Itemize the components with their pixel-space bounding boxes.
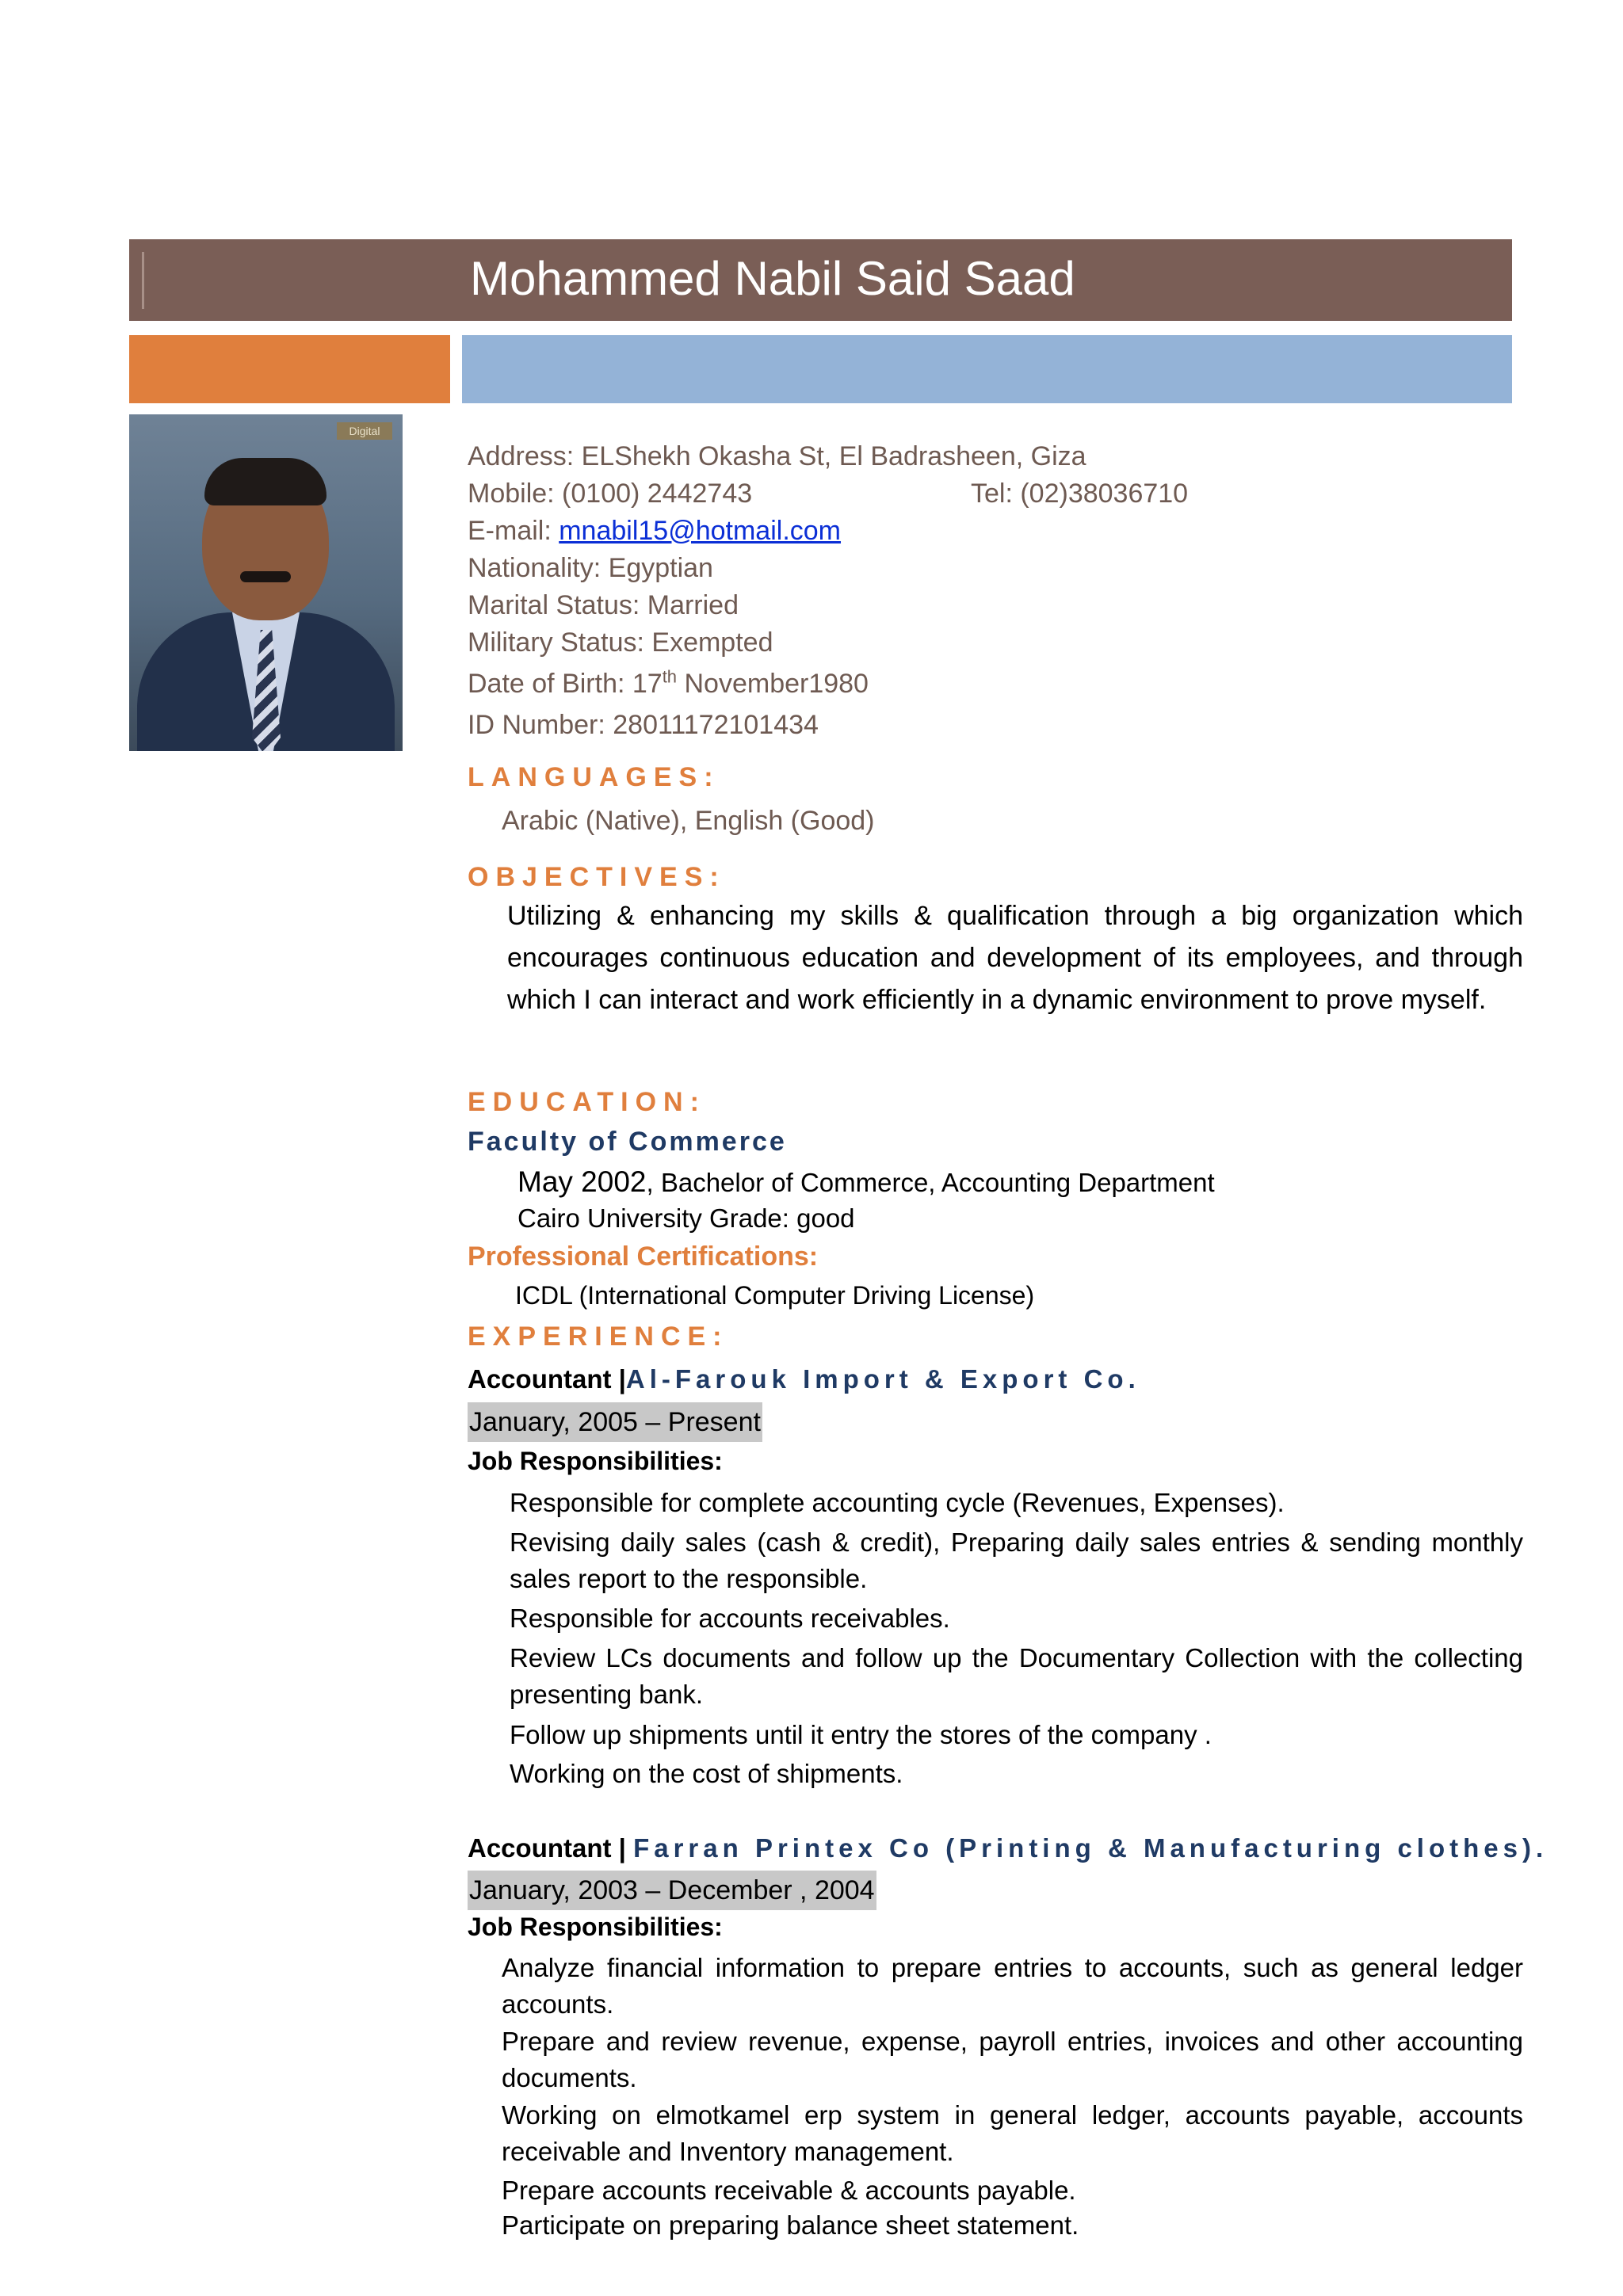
name-banner [129, 239, 1512, 321]
job-2-period: January, 2003 – December , 2004 [468, 1871, 876, 1910]
certification-icdl: ICDL (International Computer Driving License) [515, 1281, 1035, 1310]
job-2-responsibility: Prepare accounts receivable & accounts payable. [502, 2176, 1076, 2205]
job-2-role: Accountant | [468, 1833, 626, 1863]
job-2-responsibility: Working on elmotkamel erp system in general ledger, accounts payable, accounts receivable and Inventory management. [502, 2100, 1523, 2166]
faculty-name: Faculty of Commerce [468, 1127, 787, 1157]
military-status: Military Status: Exempted [468, 627, 773, 658]
profile-photo [129, 414, 403, 751]
email-link[interactable]: mnabil15@hotmail.com [559, 516, 842, 546]
graduation-date: May 2002 [517, 1165, 647, 1198]
job-2-responsibilities-label: Job Responsibilities: [468, 1913, 723, 1941]
photo-mustache [240, 571, 291, 582]
id-number: ID Number: 28011172101434 [468, 710, 819, 740]
degree-details: , Bachelor of Commerce, Accounting Department [646, 1168, 1215, 1197]
job-2-responsibility: Analyze financial information to prepare entries to accounts, such as general ledger accounts. [502, 1953, 1523, 2019]
job-1-responsibility: Review LCs documents and follow up the Documentary Collection with the collecting presenting bank. [510, 1643, 1523, 1709]
dob-suffix: th [662, 666, 678, 687]
job-2-responsibility: Participate on preparing balance sheet statement. [502, 2210, 1079, 2240]
job-1-responsibility: Responsible for accounts receivables. [510, 1604, 950, 1633]
job-1-company: Al-Farouk Import & Export Co. [625, 1364, 1140, 1394]
email-line [468, 513, 841, 549]
certifications-heading: Professional Certifications: [468, 1241, 819, 1272]
dob-day: Date of Birth: 17 [468, 669, 663, 699]
candidate-name: Mohammed Nabil Said Saad [470, 252, 1075, 305]
nationality: Nationality: Egyptian [468, 553, 713, 583]
job-1-responsibility: Responsible for complete accounting cycle (Revenues, Expenses). [510, 1488, 1285, 1517]
dob-month-year: November1980 [677, 669, 869, 699]
job-2-company: Farran Printex Co (Printing & Manufacturing clothes). [633, 1833, 1549, 1863]
experience-heading: EXPERIENCE: [468, 1322, 729, 1352]
mobile: Mobile: (0100) 2442743 [468, 479, 753, 509]
date-of-birth [468, 666, 869, 702]
marital-status: Marital Status: Married [468, 590, 739, 620]
languages-heading: LANGUAGES: [468, 762, 720, 792]
job-2-title [468, 1833, 1548, 1863]
job-1-responsibility: Revising daily sales (cash & credit), Preparing daily sales entries & sending monthly sales report to the responsible. [510, 1527, 1523, 1593]
address: Address: ELShekh Okasha St, El Badrasheen, Giza [468, 441, 1086, 471]
job-1-role: Accountant | [468, 1364, 626, 1394]
university-grade: Cairo University Grade: good [517, 1203, 855, 1233]
job-1-responsibility: Working on the cost of shipments. [510, 1759, 903, 1788]
education-heading: EDUCATION: [468, 1087, 706, 1117]
email-label: E-mail: [468, 516, 559, 546]
job-1-responsibilities-label: Job Responsibilities: [468, 1447, 723, 1475]
job-1-period: January, 2005 – Present [468, 1402, 762, 1442]
job-2-responsibility: Prepare and review revenue, expense, payroll entries, invoices and other accounting documents. [502, 2027, 1523, 2092]
photo-hair [204, 458, 327, 505]
degree-line [517, 1165, 1215, 1199]
languages-text: Arabic (Native), English (Good) [502, 806, 875, 836]
blue-accent-bar [462, 335, 1512, 403]
photo-studio-logo: Digital [337, 422, 392, 440]
objectives-text: Utilizing & enhancing my skills & qualification through a big organization which encourages continuous education and development of its employees, and through which I can interact and work efficiently in a dynamic environment to prove myself. [507, 901, 1523, 1015]
banner-accent [142, 252, 144, 309]
telephone: Tel: (02)38036710 [971, 479, 1189, 509]
orange-accent-bar [129, 335, 450, 403]
job-1-responsibility: Follow up shipments until it entry the stores of the company . [510, 1720, 1212, 1749]
job-1-title [468, 1364, 1140, 1394]
objectives-heading: OBJECTIVES: [468, 862, 726, 892]
